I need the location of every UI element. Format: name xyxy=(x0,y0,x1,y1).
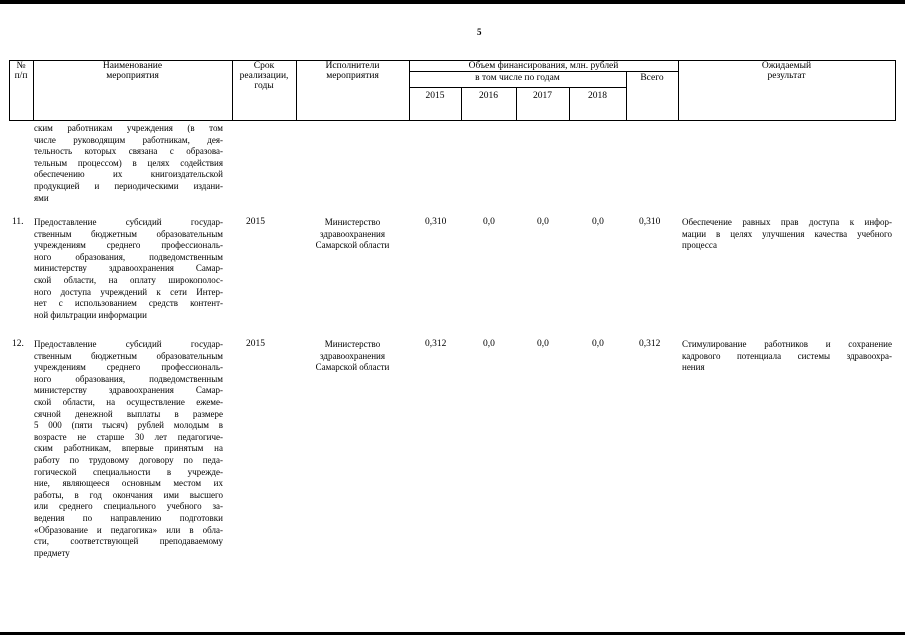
row-value-2017: 0,0 xyxy=(537,339,549,349)
row-number: 12. xyxy=(12,339,24,349)
row-name: Предоставление субсидий государ- ственным бюджетным образовательным учреждениям среднего профессиональ- ного образования, подведомственным министерству здравоохранения Самар- ской области, на оплату широкополос- ного доступа учреждений к сети Интер- нет с использованием средств контент- ной фильтрации информации xyxy=(34,217,223,320)
header-col-term: Срок реализации, годы xyxy=(239,61,289,91)
row-value-2016: 0,0 xyxy=(483,339,495,349)
continuation-text: ским работникам учреждения (в том числе руководящим работникам, дея- тельность которых связана с образова- тельным процессом) в целях содействия обеспечению их книгоиздательской продукцией и периодическими издани- ями xyxy=(34,123,223,203)
top-border xyxy=(0,0,905,4)
header-col-result: Ожидаемый результат xyxy=(761,61,812,81)
row-result: Обеспечение равных прав доступа к инфор- мации в целях улучшения качества учебного процесса xyxy=(682,217,892,251)
row-value-2015: 0,312 xyxy=(425,339,447,349)
header-by-years: в том числе по годам xyxy=(475,73,560,83)
header-year-2018: 2018 xyxy=(588,91,607,101)
row-name: Предоставление субсидий государ- ственным бюджетным образовательным учреждениям среднего профессиональ- ного образования, подведомственным министерству здравоохранения Самар- ской области, на осуществление ежеме- сячной денежной выплаты в размере 5 000 (пяти тысяч) рублей молодым в возрасте не старше 30 лет педагогиче- ским работникам, впервые принятым на работу по трудовому договору по педа- гогической специальности в учрежде- ние, являющееся основным местом их работы, в год окончания ими высшего или среднего специального учебного за- ведения по направлению подготовки «Образование и педагогика» или в обла- сти, соответствующей преподаваемому предмету xyxy=(34,339,223,558)
header-year-2016: 2016 xyxy=(479,91,498,101)
header-col-executors: Исполнители мероприятия xyxy=(325,61,380,81)
bottom-border xyxy=(0,632,905,635)
row-term: 2015 xyxy=(246,339,265,349)
row-value-2015: 0,310 xyxy=(425,217,447,227)
row-value-2016: 0,0 xyxy=(483,217,495,227)
header-col-finance: Объем финансирования, млн. рублей xyxy=(468,61,619,71)
header-year-2015: 2015 xyxy=(425,91,445,101)
header-col-name: Наименование мероприятия xyxy=(102,61,163,81)
row-total: 0,310 xyxy=(639,217,661,227)
row-result: Стимулирование работников и сохранение кадрового потенциала системы здравоохра- нения xyxy=(682,339,892,373)
header-total: Всего xyxy=(640,73,664,83)
row-executor: Министерство здравоохранения Самарской области xyxy=(315,339,390,373)
row-executor: Министерство здравоохранения Самарской области xyxy=(315,217,390,251)
row-value-2017: 0,0 xyxy=(537,217,549,227)
header-year-2017: 2017 xyxy=(533,91,552,101)
row-value-2018: 0,0 xyxy=(592,339,604,349)
row-value-2018: 0,0 xyxy=(592,217,604,227)
row-total: 0,312 xyxy=(639,339,661,349)
header-col-number: № п/п xyxy=(14,61,28,81)
page-number: 5 xyxy=(477,27,482,37)
row-number: 11. xyxy=(12,217,24,227)
row-term: 2015 xyxy=(246,217,265,227)
